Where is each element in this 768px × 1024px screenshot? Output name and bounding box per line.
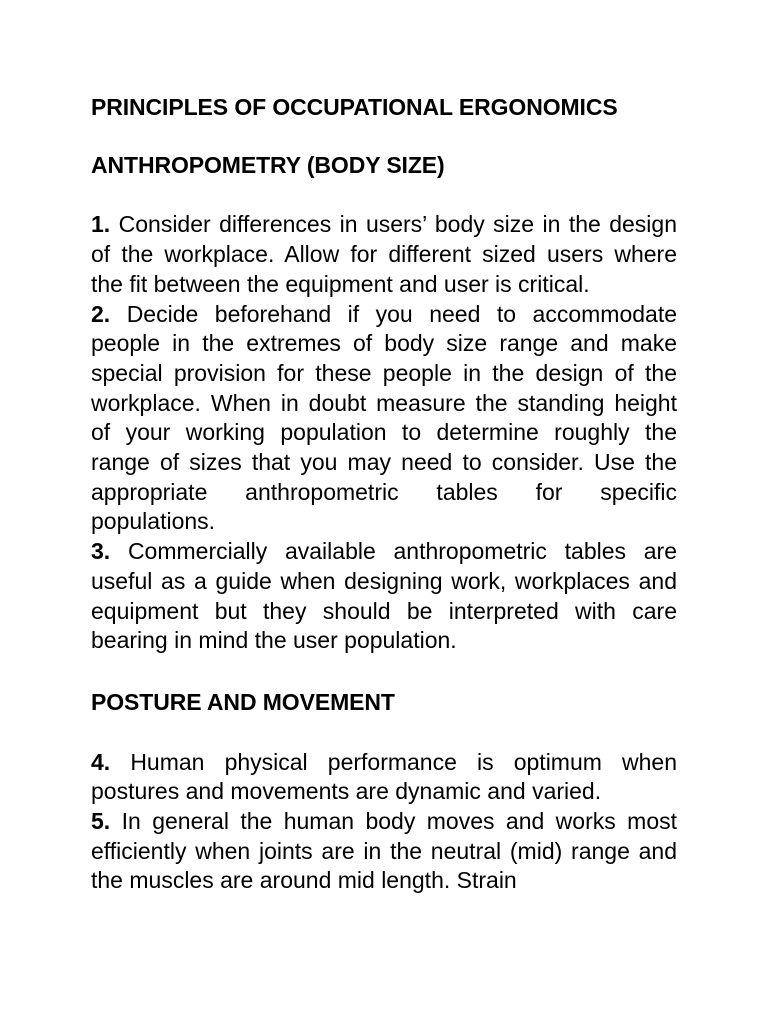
principle-number: 3.	[91, 538, 111, 565]
principle-text: Human physical performance is optimum when postures and movements are dynamic and varied.	[91, 748, 678, 805]
principle-number: 5.	[91, 808, 111, 835]
principle-text: Commercially available anthropometric tables are useful as a guide when designing work, workplaces and equipment but they should be interpreted with care bearing in mind the user population.	[91, 538, 678, 654]
principle-paragraph	[91, 807, 677, 896]
document-title: PRINCIPLES OF OCCUPATIONAL ERGONOMICS	[91, 94, 618, 120]
principle-number: 1.	[91, 211, 111, 238]
section-anthropometry	[91, 151, 677, 656]
principle-paragraph	[91, 537, 677, 656]
principle-paragraph	[91, 300, 677, 538]
principle-text: Consider differences in users’ body size in the design of the workplace. Allow for different sized users where the fit between the equipment and user is critical.	[91, 211, 678, 297]
principle-paragraph	[91, 748, 677, 807]
section-posture-and-movement	[91, 688, 677, 896]
principle-paragraph	[91, 210, 677, 299]
principle-text: In general the human body moves and works most efficiently when joints are in the neutral (mid) range and the muscles are around mid length. Strain	[91, 808, 677, 894]
section-heading: POSTURE AND MOVEMENT	[91, 688, 395, 715]
principle-number: 2.	[91, 300, 111, 327]
section-heading: ANTHROPOMETRY (BODY SIZE)	[91, 151, 445, 178]
document-page	[91, 93, 677, 896]
principle-number: 4.	[91, 748, 111, 775]
principle-text: Decide beforehand if you need to accommodate people in the extremes of body size range and make special provision for these people in the design of the workplace. When in doubt measure the standing height of your working population to determine roughly the range of sizes that you may need to consider. Use the appropriate anthropometric tables for specific populations.	[91, 300, 677, 535]
